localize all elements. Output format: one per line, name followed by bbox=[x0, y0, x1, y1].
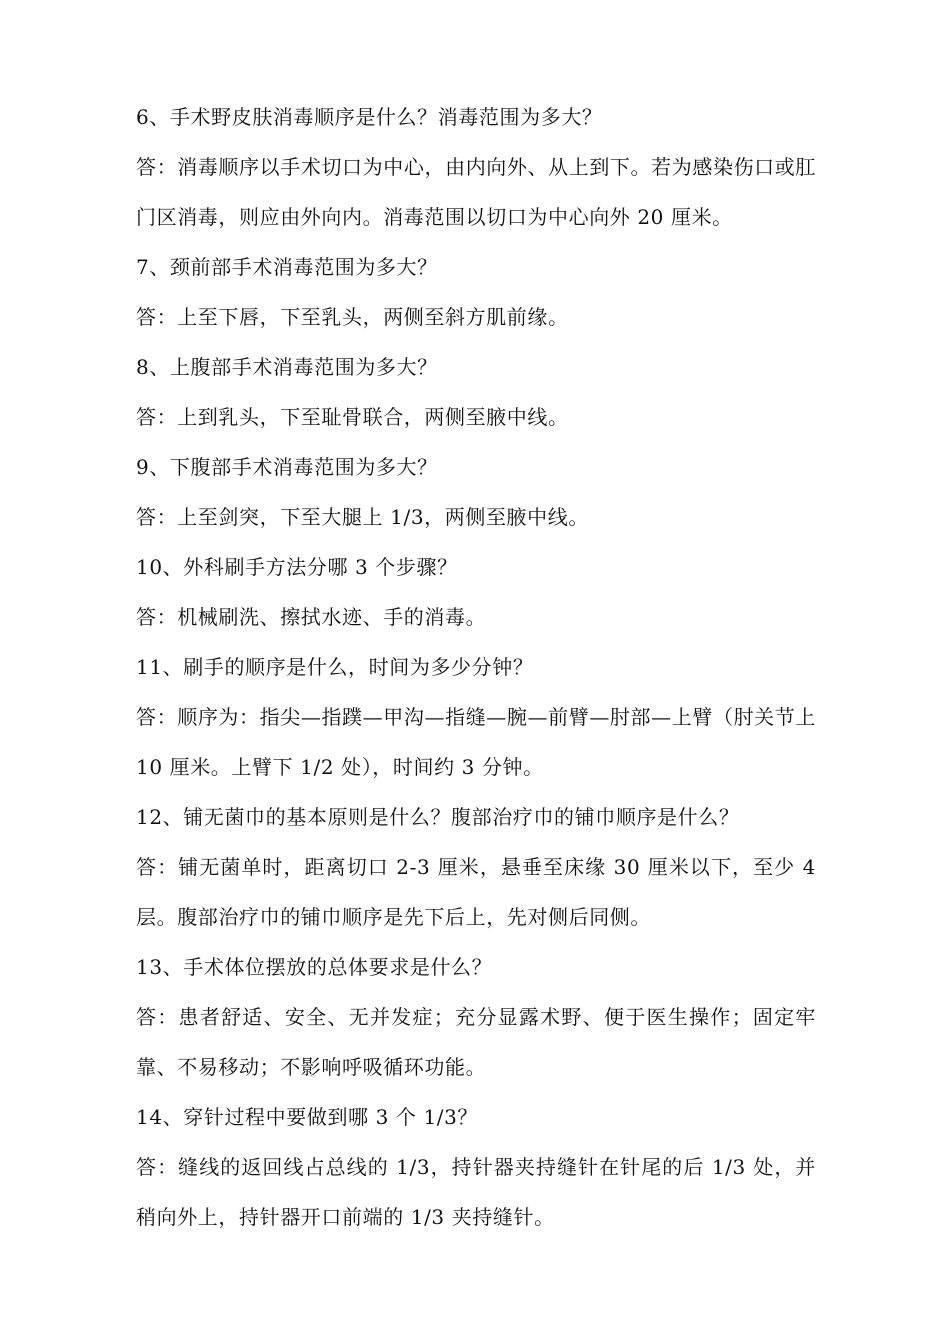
answer-7: 答：上至下唇，下至乳头，两侧至斜方肌前缘。 bbox=[136, 305, 569, 329]
question-12: 12、铺无菌巾的基本原则是什么？腹部治疗巾的铺巾顺序是什么？ bbox=[136, 805, 740, 829]
document-body bbox=[136, 92, 816, 1242]
question-14: 14、穿针过程中要做到哪 3 个 1/3？ bbox=[136, 1105, 479, 1129]
answer-14: 答：缝线的返回线占总线的 1/3，持针器夹持缝针在针尾的后 1/3 处，并稍向外上，持针器开口前端的 1/3 夹持缝针。 bbox=[136, 1155, 816, 1229]
question-13: 13、手术体位摆放的总体要求是什么？ bbox=[136, 955, 493, 979]
answer-12: 答：铺无菌单时，距离切口 2-3 厘米，悬垂至床缘 30 厘米以下，至少 4 层。腹部治疗巾的铺巾顺序是先下后上，先对侧后同侧。 bbox=[136, 855, 816, 929]
answer-6: 答：消毒顺序以手术切口为中心，由内向外、从上到下。若为感染伤口或肛门区消毒，则应由外向内。消毒范围以切口为中心向外 20 厘米。 bbox=[136, 155, 816, 229]
answer-10: 答：机械刷洗、擦拭水迹、手的消毒。 bbox=[136, 605, 487, 629]
question-10: 10、外科刷手方法分哪 3 个步骤？ bbox=[136, 555, 458, 579]
question-8: 8、上腹部手术消毒范围为多大？ bbox=[136, 355, 438, 379]
answer-11: 答：顺序为：指尖—指蹼—甲沟—指缝—腕—前臂—肘部—上臂（肘关节上 10 厘米。上臂下 1/2 处），时间约 3 分钟。 bbox=[136, 705, 816, 779]
answer-9: 答：上至剑突，下至大腿上 1/3，两侧至腋中线。 bbox=[136, 505, 589, 529]
question-6: 6、手术野皮肤消毒顺序是什么？消毒范围为多大？ bbox=[136, 105, 603, 129]
question-9: 9、下腹部手术消毒范围为多大？ bbox=[136, 455, 438, 479]
question-7: 7、颈前部手术消毒范围为多大？ bbox=[136, 255, 438, 279]
answer-8: 答：上到乳头，下至耻骨联合，两侧至腋中线。 bbox=[136, 405, 569, 429]
question-11: 11、刷手的顺序是什么，时间为多少分钟？ bbox=[136, 655, 534, 679]
answer-13: 答：患者舒适、安全、无并发症；充分显露术野、便于医生操作；固定牢靠、不易移动；不影响呼吸循环功能。 bbox=[136, 1005, 816, 1079]
